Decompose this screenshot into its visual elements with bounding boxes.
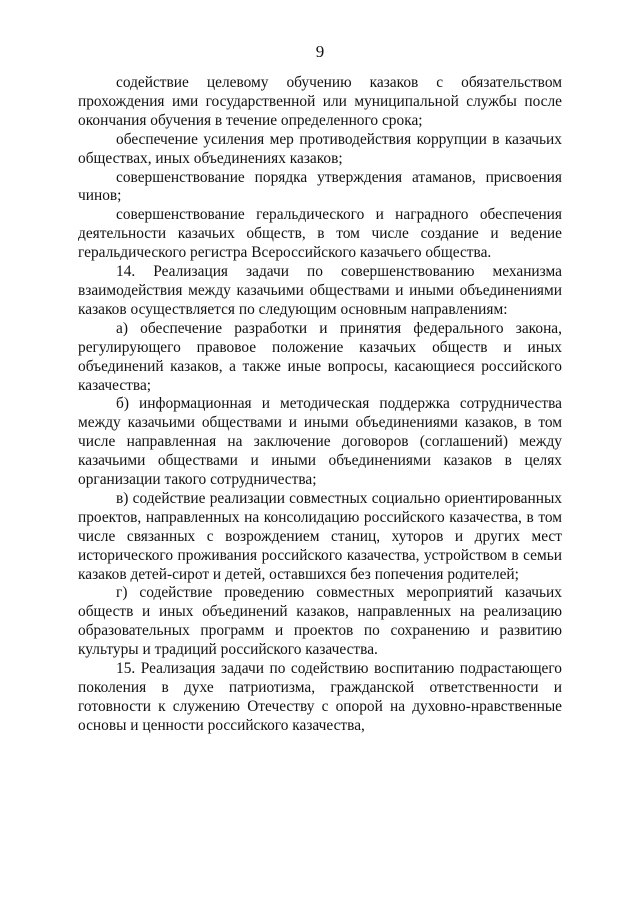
document-body (78, 74, 562, 736)
paragraph-item-14a: а) обеспечение разработки и принятия федерального закона, регулирующего правовое положение казачьих обществ и иных объединений казаков, а также иные вопросы, касающиеся российского казачества; (78, 319, 562, 394)
page-number: 9 (315, 42, 325, 61)
paragraph-item-14v: в) содействие реализации совместных социально ориентированных проектов, направленных на консолидацию российского казачества, в том числе связанных с возрождением станиц, хуторов и других мест исторического проживания российского казачества, устройством в семьи казаков детей-сирот и детей, оставшихся без попечения родителей; (78, 489, 562, 583)
paragraph-item-15: 15. Реализация задачи по содействию воспитанию подрастающего поколения в духе патриотизма, гражданской ответственности и готовности к служению Отечеству с опорой на духовно-нравственные основы и ценности российского казачества, (78, 660, 562, 734)
paragraph-heraldic-support: совершенствование геральдического и наградного обеспечения деятельности казачьих обществ, в том числе создание и ведение геральдического регистра Всероссийского казачьего общества. (78, 206, 562, 262)
paragraph-ataman-approval: совершенствование порядка утверждения атаманов, присвоения чинов; (78, 168, 562, 205)
paragraph-item-14g: г) содействие проведению совместных мероприятий казачьих обществ и иных объединений казаков, направленных на реализацию образовательных программ и проектов по сохранению и развитию культуры и традиций российского казачества. (78, 584, 562, 659)
paragraph-anti-corruption: обеспечение усиления мер противодействия коррупции в казачьих обществах, иных объединениях казаков; (78, 130, 562, 167)
paragraph-targeted-training: содействие целевому обучению казаков с обязательством прохождения ими государственной или муниципальной службы после окончания обучения в течение определенного срока; (78, 74, 562, 129)
paragraph-item-14b: б) информационная и методическая поддержка сотрудничества между казачьими обществами и иными объединениями казаков, в том числе направленная на заключение договоров (соглашений) между казачьими обществами и иными объединениями казаков в целях организации такого сотрудничества; (78, 395, 562, 489)
paragraph-item-14: 14. Реализация задачи по совершенствованию механизма взаимодействия между казачьими обществами и иными объединениями казаков осуществляется по следующим основным направлениям: (78, 263, 562, 318)
